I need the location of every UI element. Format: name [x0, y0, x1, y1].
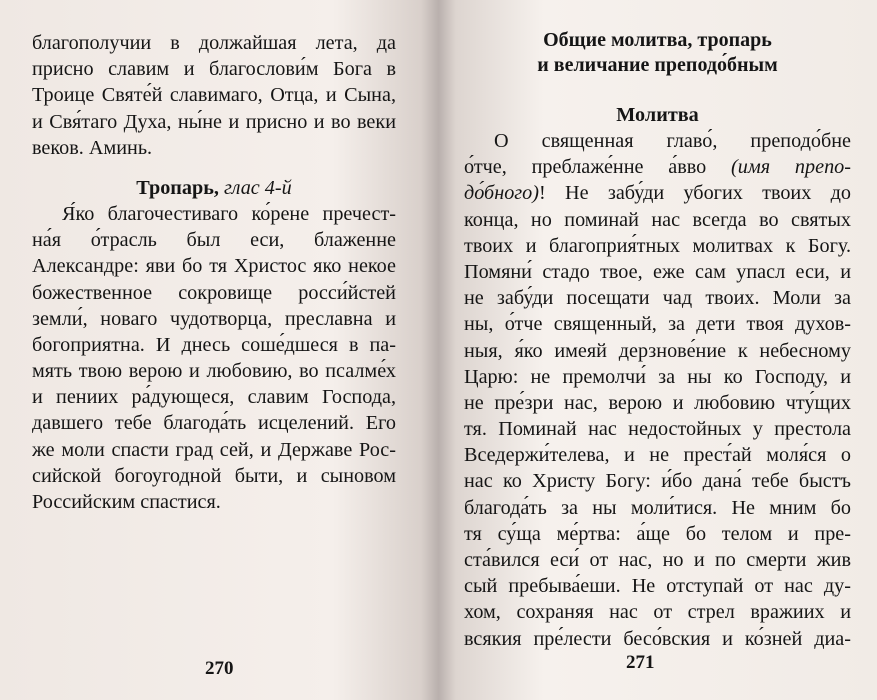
text-line: на́я о́трасль был еси, блаженне — [32, 229, 396, 252]
text-line: ны, о́тче священный, за дети твоя духов- — [464, 313, 851, 336]
troparion-heading — [32, 175, 396, 201]
text-line: благополучии в должайшая лета, да — [32, 32, 396, 54]
text-line: хом, сохраняя нас от стрел вражиих и — [464, 601, 851, 624]
text-line — [464, 180, 851, 206]
text-line: Троице Святе́й славимаго, Отца, и Сына, — [32, 84, 396, 107]
italic-note: (имя препо- — [731, 156, 851, 179]
text-line: божественное сокровище росси́йстей — [32, 281, 396, 304]
prayer-paragraph — [464, 128, 851, 652]
text-run: ! Не забу́ди убогих твоих до — [539, 182, 851, 205]
text-line: всякия пре́лести бесо́вския и ко́зней диа- — [464, 627, 851, 650]
text-line: и пениих ра́дующеся, славим Господа, — [32, 386, 396, 409]
text-line: благода́ть за ны моли́тися. Не мним бо — [464, 496, 851, 519]
text-line: земли́, новаго чудотворца, преславна и — [32, 307, 396, 330]
text-line: конца, но поминай нас всегда во святых — [464, 208, 851, 231]
text-line: не забу́ди посещати чад твоих. Моли за — [464, 287, 851, 310]
text-line: же моли спасти град сей, и Державе Рос- — [32, 438, 396, 461]
text-line: мять твою верою и любовию, во псалме́х — [32, 360, 396, 383]
text-line: сийской богоугодной быти, и сыновом — [32, 464, 396, 487]
text-line: присно славим и благослови́м Бога в — [32, 58, 396, 81]
right-page — [440, 0, 877, 700]
text-line: давшего тебе благода́ть исцелений. Его — [32, 412, 396, 435]
page-number-left: 270 — [205, 658, 234, 679]
troparion-tone: глас 4-й — [224, 176, 292, 199]
intro-paragraph — [32, 30, 396, 161]
italic-note: до́бного) — [464, 182, 539, 205]
text-line: не пре́зри нас, верою и любовию чту́щих — [464, 391, 851, 414]
text-line: богоприятна. И днесь соше́дшеся в па- — [32, 333, 396, 356]
text-line: Вседержи́телева, и не прест́ай моля́ся о — [464, 444, 851, 467]
text-line: ста́вился еси́ от нас, но и по смерти жив — [464, 549, 851, 571]
troparion-title: Тропарь, — [136, 176, 219, 199]
text-line: Царю: не премолчи́ за ны ко Господу, и — [464, 365, 851, 388]
text-line: Александре: яви бо тя Христос яко некое — [32, 255, 396, 278]
text-line: Помяни́ стадо твое, еже сам упасл еси, и — [464, 260, 851, 283]
section-heading-line: и величание преподо́бным — [537, 54, 778, 76]
text-line: ныя, я́ко имеяй дерзнове́ние к небесному — [464, 339, 851, 362]
troparion-paragraph — [32, 201, 396, 515]
prayer-title: Молитва — [616, 104, 699, 126]
text-line: твоих и благоприя́тных молитвах к Богу. — [464, 234, 851, 257]
left-page — [0, 0, 420, 700]
text-line: тя су́ща ме́ртва: а́ще бо телом и пре- — [464, 522, 851, 545]
text-line: веков. Аминь. — [32, 136, 153, 159]
text-line: сый пребыва́еши. Не отступай от нас ду- — [464, 575, 851, 598]
text-run: о́тче, преблаже́нне а́вво — [464, 156, 732, 179]
text-line: О священная главо́, преподо́бне — [494, 130, 851, 152]
text-line: Российским спастися. — [32, 491, 221, 513]
text-line: Я́ко благочестиваго ко́рене пречест- — [62, 202, 396, 225]
text-line: и Свя́таго Духа, ны́не и присно и во веки — [32, 110, 396, 133]
text-line: тя. Поминай нас недостойных у престола — [464, 418, 851, 441]
text-line: нас ко Христу Богу: и́бо дана́ тебе быстъ — [464, 470, 851, 493]
text-line — [464, 154, 851, 180]
section-heading-line: Общие молитва, тропарь — [543, 29, 772, 51]
page-number-right: 271 — [626, 652, 655, 673]
